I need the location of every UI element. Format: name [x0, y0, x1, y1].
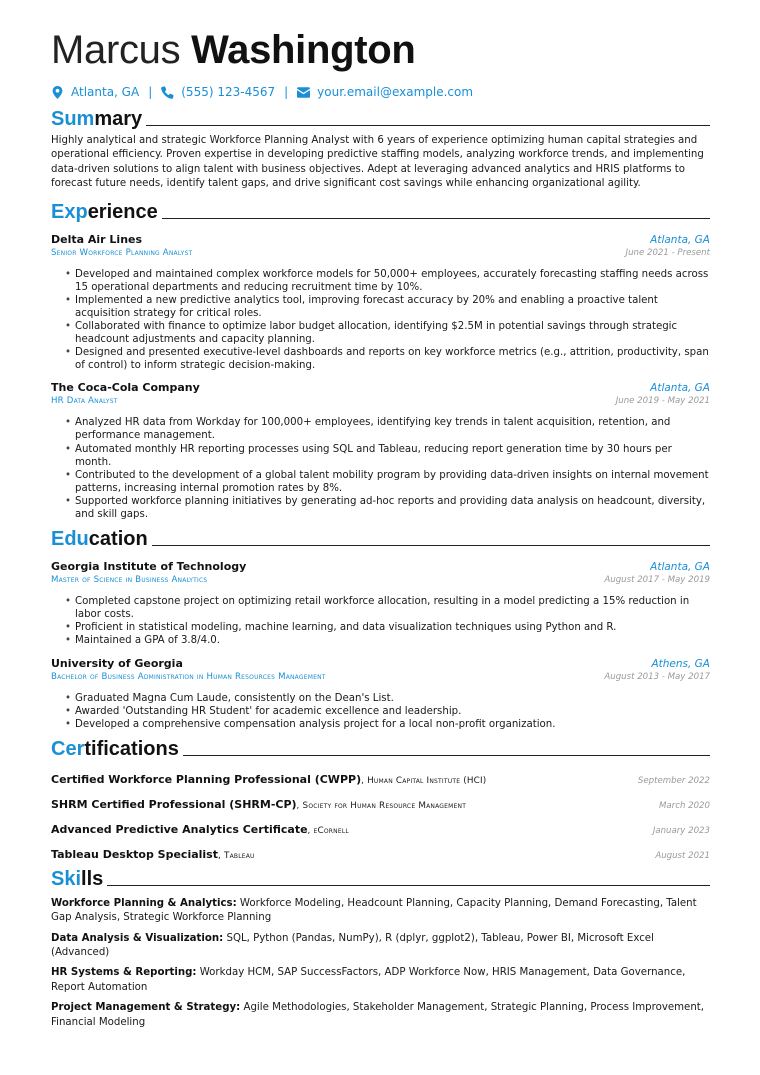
skill-category: HR Systems & Reporting:	[51, 967, 197, 979]
entry-location: Atlanta, GA	[650, 382, 710, 395]
section-title-accent: Ski	[51, 867, 82, 890]
entry-dates: August 2013 - May 2017	[604, 671, 710, 682]
section-title-skills	[51, 867, 710, 891]
bullet-item: • Maintained a GPA of 3.8/4.0.	[65, 634, 710, 647]
bullet-item: • Proficient in statistical modeling, machine learning, and data visualization techniques using Python and R.	[65, 621, 710, 634]
section-title-accent: Sum	[51, 108, 95, 130]
bullet-item: • Graduated Magna Cum Laude, consistently on the Dean's List.	[65, 692, 710, 705]
certification-text	[51, 768, 486, 787]
certification-name: Tableau Desktop Specialist	[51, 847, 218, 861]
skill-values: Workday HCM, SAP SuccessFactors, ADP Workforce Now, HRIS Management, Data Governance, Report Automation	[51, 967, 686, 993]
contact-separator: |	[148, 85, 153, 99]
certification-text	[51, 818, 349, 837]
bullet-list	[51, 692, 710, 731]
section-title-rest: mary	[94, 108, 143, 130]
certification-item	[51, 818, 710, 836]
certification-text	[51, 843, 255, 862]
section-title-rest: cation	[88, 528, 148, 551]
section-title-accent: Cer	[51, 737, 85, 760]
entry-role: Bachelor of Business Administration in Human Resources Management	[51, 671, 326, 682]
contact-bar	[51, 82, 710, 102]
contact-location: Atlanta, GA	[71, 85, 140, 99]
section-title-summary	[51, 107, 710, 131]
bullet-item: • Designed and presented executive-level dashboards and reports on key workforce metrics (e.g., attrition, productivity, span of control) to inform strategic decision-making.	[65, 346, 710, 372]
skill-line	[51, 1001, 710, 1030]
organization-name: Georgia Institute of Technology	[51, 560, 247, 574]
certification-name: SHRM Certified Professional (SHRM-CP)	[51, 797, 297, 811]
bullet-item: • Implemented a new predictive analytics tool, improving forecast accuracy by 20% and enabling a proactive talent acquisition strategy for critical roles.	[65, 294, 710, 320]
envelope-icon	[297, 86, 310, 99]
section-title-accent: Edu	[51, 528, 89, 551]
certification-issuer: Human Capital Institute (HCI)	[367, 775, 487, 786]
certification-name: Advanced Predictive Analytics Certificate	[51, 822, 308, 836]
entry-subheader-row	[51, 574, 710, 587]
education-entry	[51, 656, 710, 731]
skill-category: Project Management & Strategy:	[51, 1002, 241, 1014]
section-title-rest: tifications	[84, 737, 179, 760]
bullet-item: • Collaborated with finance to optimize labor budget allocation, identifying $2.5M in potential savings through strategic headcount adjustments and capacity planning.	[65, 320, 710, 346]
first-name: Marcus	[51, 28, 181, 72]
experience-entry	[51, 380, 710, 521]
education-list	[51, 559, 710, 731]
bullet-item: • Supported workforce planning initiatives by generating ad-hoc reports and providing data analysis on headcount, diversity, and skill gaps.	[65, 495, 710, 521]
entry-header-row	[51, 656, 710, 671]
phone-link[interactable]: (555) 123-4567	[181, 85, 276, 99]
section-divider	[162, 218, 710, 219]
education-entry	[51, 559, 710, 647]
bullet-item: • Contributed to the development of a global talent mobility program by providing data-driven insights on internal movement patterns, increasing internal promotion rates by 8%.	[65, 469, 710, 495]
section-divider	[107, 885, 710, 886]
skill-values: Workforce Modeling, Headcount Planning, Capacity Planning, Demand Forecasting, Talent Gap Analysis, Strategic Workforce Planning	[51, 897, 697, 924]
entry-header-row	[51, 559, 710, 574]
skill-line	[51, 966, 710, 995]
resume-page	[51, 26, 710, 1030]
skill-line	[51, 932, 710, 961]
certification-issuer: Tableau	[224, 850, 255, 861]
candidate-name	[51, 26, 710, 74]
certification-list	[51, 768, 710, 861]
phone-icon	[161, 86, 174, 99]
entry-location: Atlanta, GA	[650, 233, 710, 246]
summary-text: Highly analytical and strategic Workforce Planning Analyst with 6 years of experience optimizing human capital strategies and operational efficiency. Proven expertise in developing predictive staffing models, analyzing workforce trends, and implementing data-driven solutions to align talent with business objectives. Adept at leveraging advanced analytics and HRIS platforms to forecast future needs, identify talent gaps, and drive significant cost savings while enhancing organizational agility.	[51, 135, 704, 190]
section-title-rest: lls	[81, 867, 104, 890]
entry-location: Athens, GA	[651, 657, 710, 670]
certification-date: March 2020	[659, 800, 710, 811]
skill-category: Workforce Planning & Analytics:	[51, 897, 237, 909]
organization-name: Delta Air Lines	[51, 232, 143, 246]
bullet-list	[51, 595, 710, 647]
skill-values: SQL, Python (Pandas, NumPy), R (dplyr, ggplot2), Tableau, Power BI, Microsoft Excel (Advanced)	[51, 932, 654, 958]
organization-name: University of Georgia	[51, 656, 183, 670]
section-title-experience	[51, 200, 710, 224]
experience-list	[51, 232, 710, 522]
section-title-accent: Exp	[51, 200, 88, 223]
section-title-education	[51, 527, 710, 551]
certification-item	[51, 768, 710, 786]
bullet-item: • Awarded 'Outstanding HR Student' for academic excellence and leadership.	[65, 705, 710, 718]
entry-subheader-row	[51, 395, 710, 408]
bullet-item: • Automated monthly HR reporting processes using SQL and Tableau, reducing report generation time by 30 hours per month.	[65, 443, 710, 469]
certification-date: January 2023	[652, 825, 710, 836]
bullet-item: • Analyzed HR data from Workday for 100,000+ employees, identifying key trends in talent acquisition, retention, and performance management.	[65, 416, 710, 442]
certification-item	[51, 793, 710, 811]
bullet-item: • Completed capstone project on optimizing retail workforce allocation, resulting in a model predicting a 15% reduction in labor costs.	[65, 595, 710, 621]
skills-list	[51, 897, 710, 1030]
bullet-item: • Developed a comprehensive compensation analysis project for a local non-profit organization.	[65, 718, 710, 731]
bullet-list	[51, 416, 710, 521]
last-name: Washington	[191, 28, 416, 72]
map-pin-icon	[51, 86, 64, 99]
entry-header-row	[51, 232, 710, 247]
organization-name: The Coca-Cola Company	[51, 381, 200, 395]
section-divider	[183, 755, 710, 756]
certification-item	[51, 843, 710, 861]
entry-role: Senior Workforce Planning Analyst	[51, 247, 193, 258]
certification-date: September 2022	[637, 775, 710, 786]
entry-dates: June 2021 - Present	[625, 247, 710, 258]
certification-issuer: eCornell	[313, 825, 349, 836]
entry-role: Master of Science in Business Analytics	[51, 575, 208, 586]
certification-date: August 2021	[655, 850, 710, 861]
certification-comma: ,	[296, 800, 303, 811]
entry-location: Atlanta, GA	[650, 561, 710, 574]
section-divider	[152, 545, 710, 546]
certification-issuer: Society for Human Resource Management	[302, 800, 467, 811]
email-link[interactable]: your.email@example.com	[317, 85, 474, 99]
section-title-rest: erience	[87, 200, 158, 223]
entry-dates: June 2019 - May 2021	[615, 396, 710, 407]
bullet-list	[51, 268, 710, 373]
skill-category: Data Analysis & Visualization:	[51, 932, 224, 944]
certification-name: Certified Workforce Planning Professional (CWPP)	[51, 772, 362, 786]
certification-comma: ,	[307, 825, 314, 836]
certification-text	[51, 793, 466, 812]
entry-subheader-row	[51, 247, 710, 260]
entry-header-row	[51, 380, 710, 395]
entry-role: HR Data Analyst	[51, 396, 118, 407]
contact-separator: |	[284, 85, 289, 99]
entry-dates: August 2017 - May 2019	[604, 575, 710, 586]
section-divider	[146, 125, 710, 126]
skill-line	[51, 897, 710, 926]
skill-values: Agile Methodologies, Stakeholder Management, Strategic Planning, Process Improvement, Financial Modeling	[51, 1002, 705, 1028]
certification-comma: ,	[218, 850, 224, 861]
experience-entry	[51, 232, 710, 373]
section-title-certifications	[51, 737, 710, 761]
certification-comma: ,	[361, 775, 368, 786]
bullet-item: • Developed and maintained complex workforce models for 50,000+ employees, accurately forecasting staffing needs across 15 operational departments and reducing recruitment time by 10%.	[65, 268, 710, 294]
entry-subheader-row	[51, 671, 710, 684]
